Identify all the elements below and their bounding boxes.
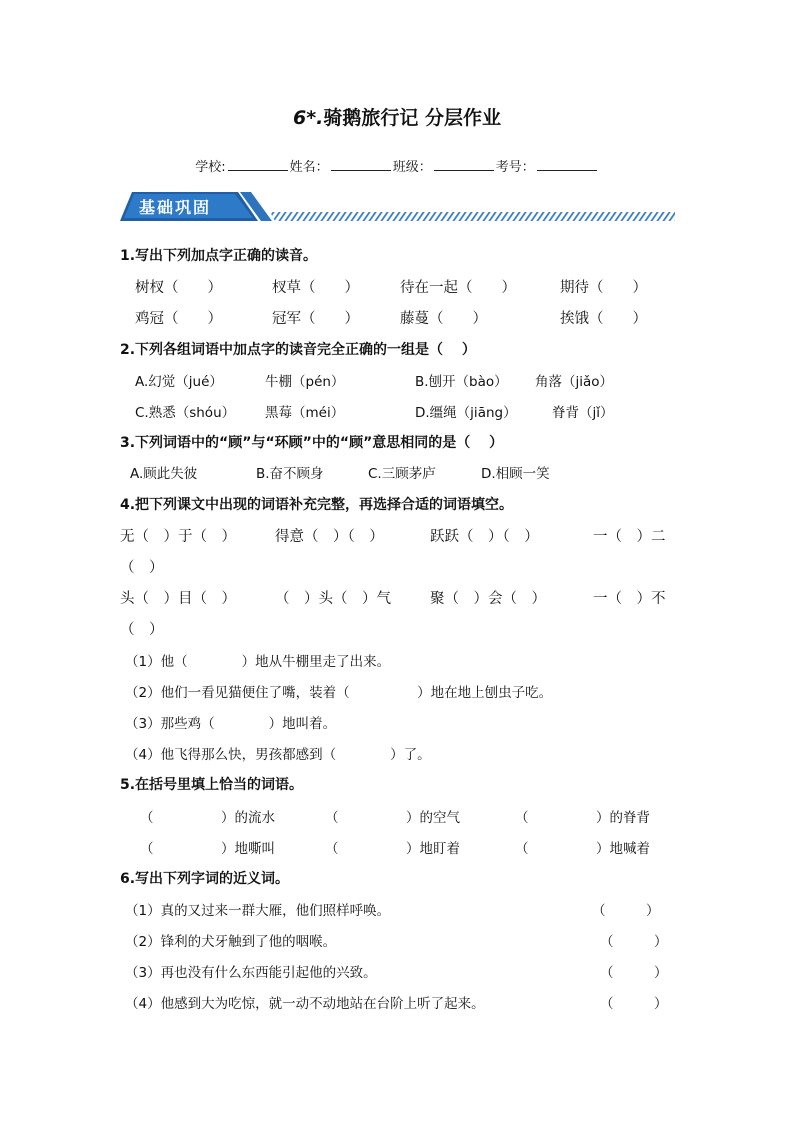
q1-item: 待在一起（ ） (400, 280, 516, 296)
q3-option[interactable]: A.顾此失彼 (130, 466, 198, 482)
q4-idiom-cont: （ ） (120, 560, 164, 576)
q1-item: 期待（ ） (560, 280, 647, 296)
q4-idiom: 聚（ ）会（ ） (430, 591, 546, 607)
school-blank[interactable] (228, 159, 288, 171)
q5-item: （ ）地嘶叫 (140, 841, 275, 857)
q6-answer-blank[interactable]: （ ） (600, 934, 668, 950)
q2-option-c[interactable]: C.熟悉（shóu） (135, 405, 236, 421)
q2-option-b[interactable]: B.刨开（bào） (415, 374, 508, 390)
q1-item: 挨饿（ ） (560, 311, 647, 327)
section-banner (120, 190, 675, 224)
question-5-title: 5.在括号里填上恰当的词语。 (120, 777, 304, 793)
q4-idiom: 一（ ）二 (593, 529, 666, 545)
q5-item: （ ）的空气 (325, 810, 460, 826)
q1-item: 杈草（ ） (272, 280, 359, 296)
q2-option-c-word2: 黑莓（méi） (265, 405, 345, 421)
question-1-title: 1.写出下列加点字正确的读音。 (120, 248, 318, 264)
class-blank[interactable] (434, 159, 494, 171)
q5-item: （ ）地盯着 (325, 841, 460, 857)
question-4-title: 4.把下列课文中出现的词语补充完整，再选择合适的词语填空。 (120, 497, 514, 513)
q2-option-d-word2: 脊背（jǐ） (552, 405, 614, 421)
lesson-number: 6*. (293, 107, 324, 129)
q6-item: （1）真的又过来一群大雁，他们照样呼唤。 (125, 903, 391, 919)
q3-option[interactable]: D.相顾一笑 (481, 466, 550, 482)
q5-item: （ ）地喊着 (515, 841, 650, 857)
school-label: 学校: (195, 160, 226, 175)
name-blank[interactable] (331, 159, 391, 171)
question-3-title: 3.下列词语中的“顾”与“环顾”中的“顾”意思相同的是（ ） (120, 435, 504, 451)
q6-item: （4）他感到大为吃惊，就一动不动地站在台阶上听了起来。 (125, 996, 485, 1012)
q2-option-d[interactable]: D.缰绳（jiāng） (415, 405, 517, 421)
q1-item: 冠军（ ） (272, 311, 359, 327)
q6-answer-blank[interactable]: （ ） (592, 903, 660, 919)
q5-item: （ ）的流水 (140, 810, 275, 826)
q6-answer-blank[interactable]: （ ） (600, 996, 668, 1012)
exam-no-label: 考号： (495, 160, 535, 175)
q2-option-a[interactable]: A.幻觉（jué） (135, 374, 223, 390)
question-6-title: 6.写出下列字词的近义词。 (120, 871, 290, 887)
q6-answer-blank[interactable]: （ ） (600, 965, 668, 981)
lesson-title: 骑鹅旅行记 分层作业 (323, 107, 501, 129)
q6-item: （2）锋利的犬牙触到了他的咽喉。 (125, 934, 337, 950)
q4-idiom-cont: （ ） (120, 622, 164, 638)
class-label: 班级： (392, 160, 432, 175)
q4-idiom: 得意（ ）（ ） (275, 529, 384, 545)
q6-item: （3）再也没有什么东西能引起他的兴致。 (125, 965, 377, 981)
q4-sentence: （3）那些鸡（ ）地叫着。 (125, 716, 337, 732)
q4-idiom: 一（ ）不 (593, 591, 666, 607)
q2-option-b-word2: 角落（jiǎo） (535, 374, 614, 390)
q5-item: （ ）的脊背 (515, 810, 650, 826)
q3-option[interactable]: C.三顾茅庐 (368, 466, 436, 482)
q4-idiom: （ ）头（ ）气 (275, 591, 391, 607)
q4-sentence: （4）他飞得那么快，男孩都感到（ ）了。 (125, 747, 431, 763)
q4-idiom: 头（ ）目（ ） (120, 591, 236, 607)
page-title (0, 103, 794, 130)
question-2-title: 2.下列各组词语中加点字的读音完全正确的一组是（ ） (120, 342, 476, 358)
q4-idiom: 无（ ）于（ ） (120, 529, 236, 545)
q2-option-a-word2: 牛棚（pén） (265, 374, 345, 390)
q1-item: 鸡冠（ ） (135, 311, 222, 327)
exam-no-blank[interactable] (537, 159, 597, 171)
student-info-line (0, 156, 794, 175)
q4-sentence: （1）他（ ）地从牛棚里走了出来。 (125, 654, 391, 670)
section-title: 基础巩固 (139, 198, 212, 217)
q4-idiom: 跃跃（ ）（ ） (430, 529, 539, 545)
q4-sentence: （2）他们一看见猫便住了嘴，装着（ ）地在地上刨虫子吃。 (125, 685, 553, 701)
q1-item: 藤蔓（ ） (400, 311, 487, 327)
name-label: 姓名： (289, 160, 329, 175)
q1-item: 树杈（ ） (135, 280, 222, 296)
q3-option[interactable]: B.奋不顾身 (256, 466, 324, 482)
